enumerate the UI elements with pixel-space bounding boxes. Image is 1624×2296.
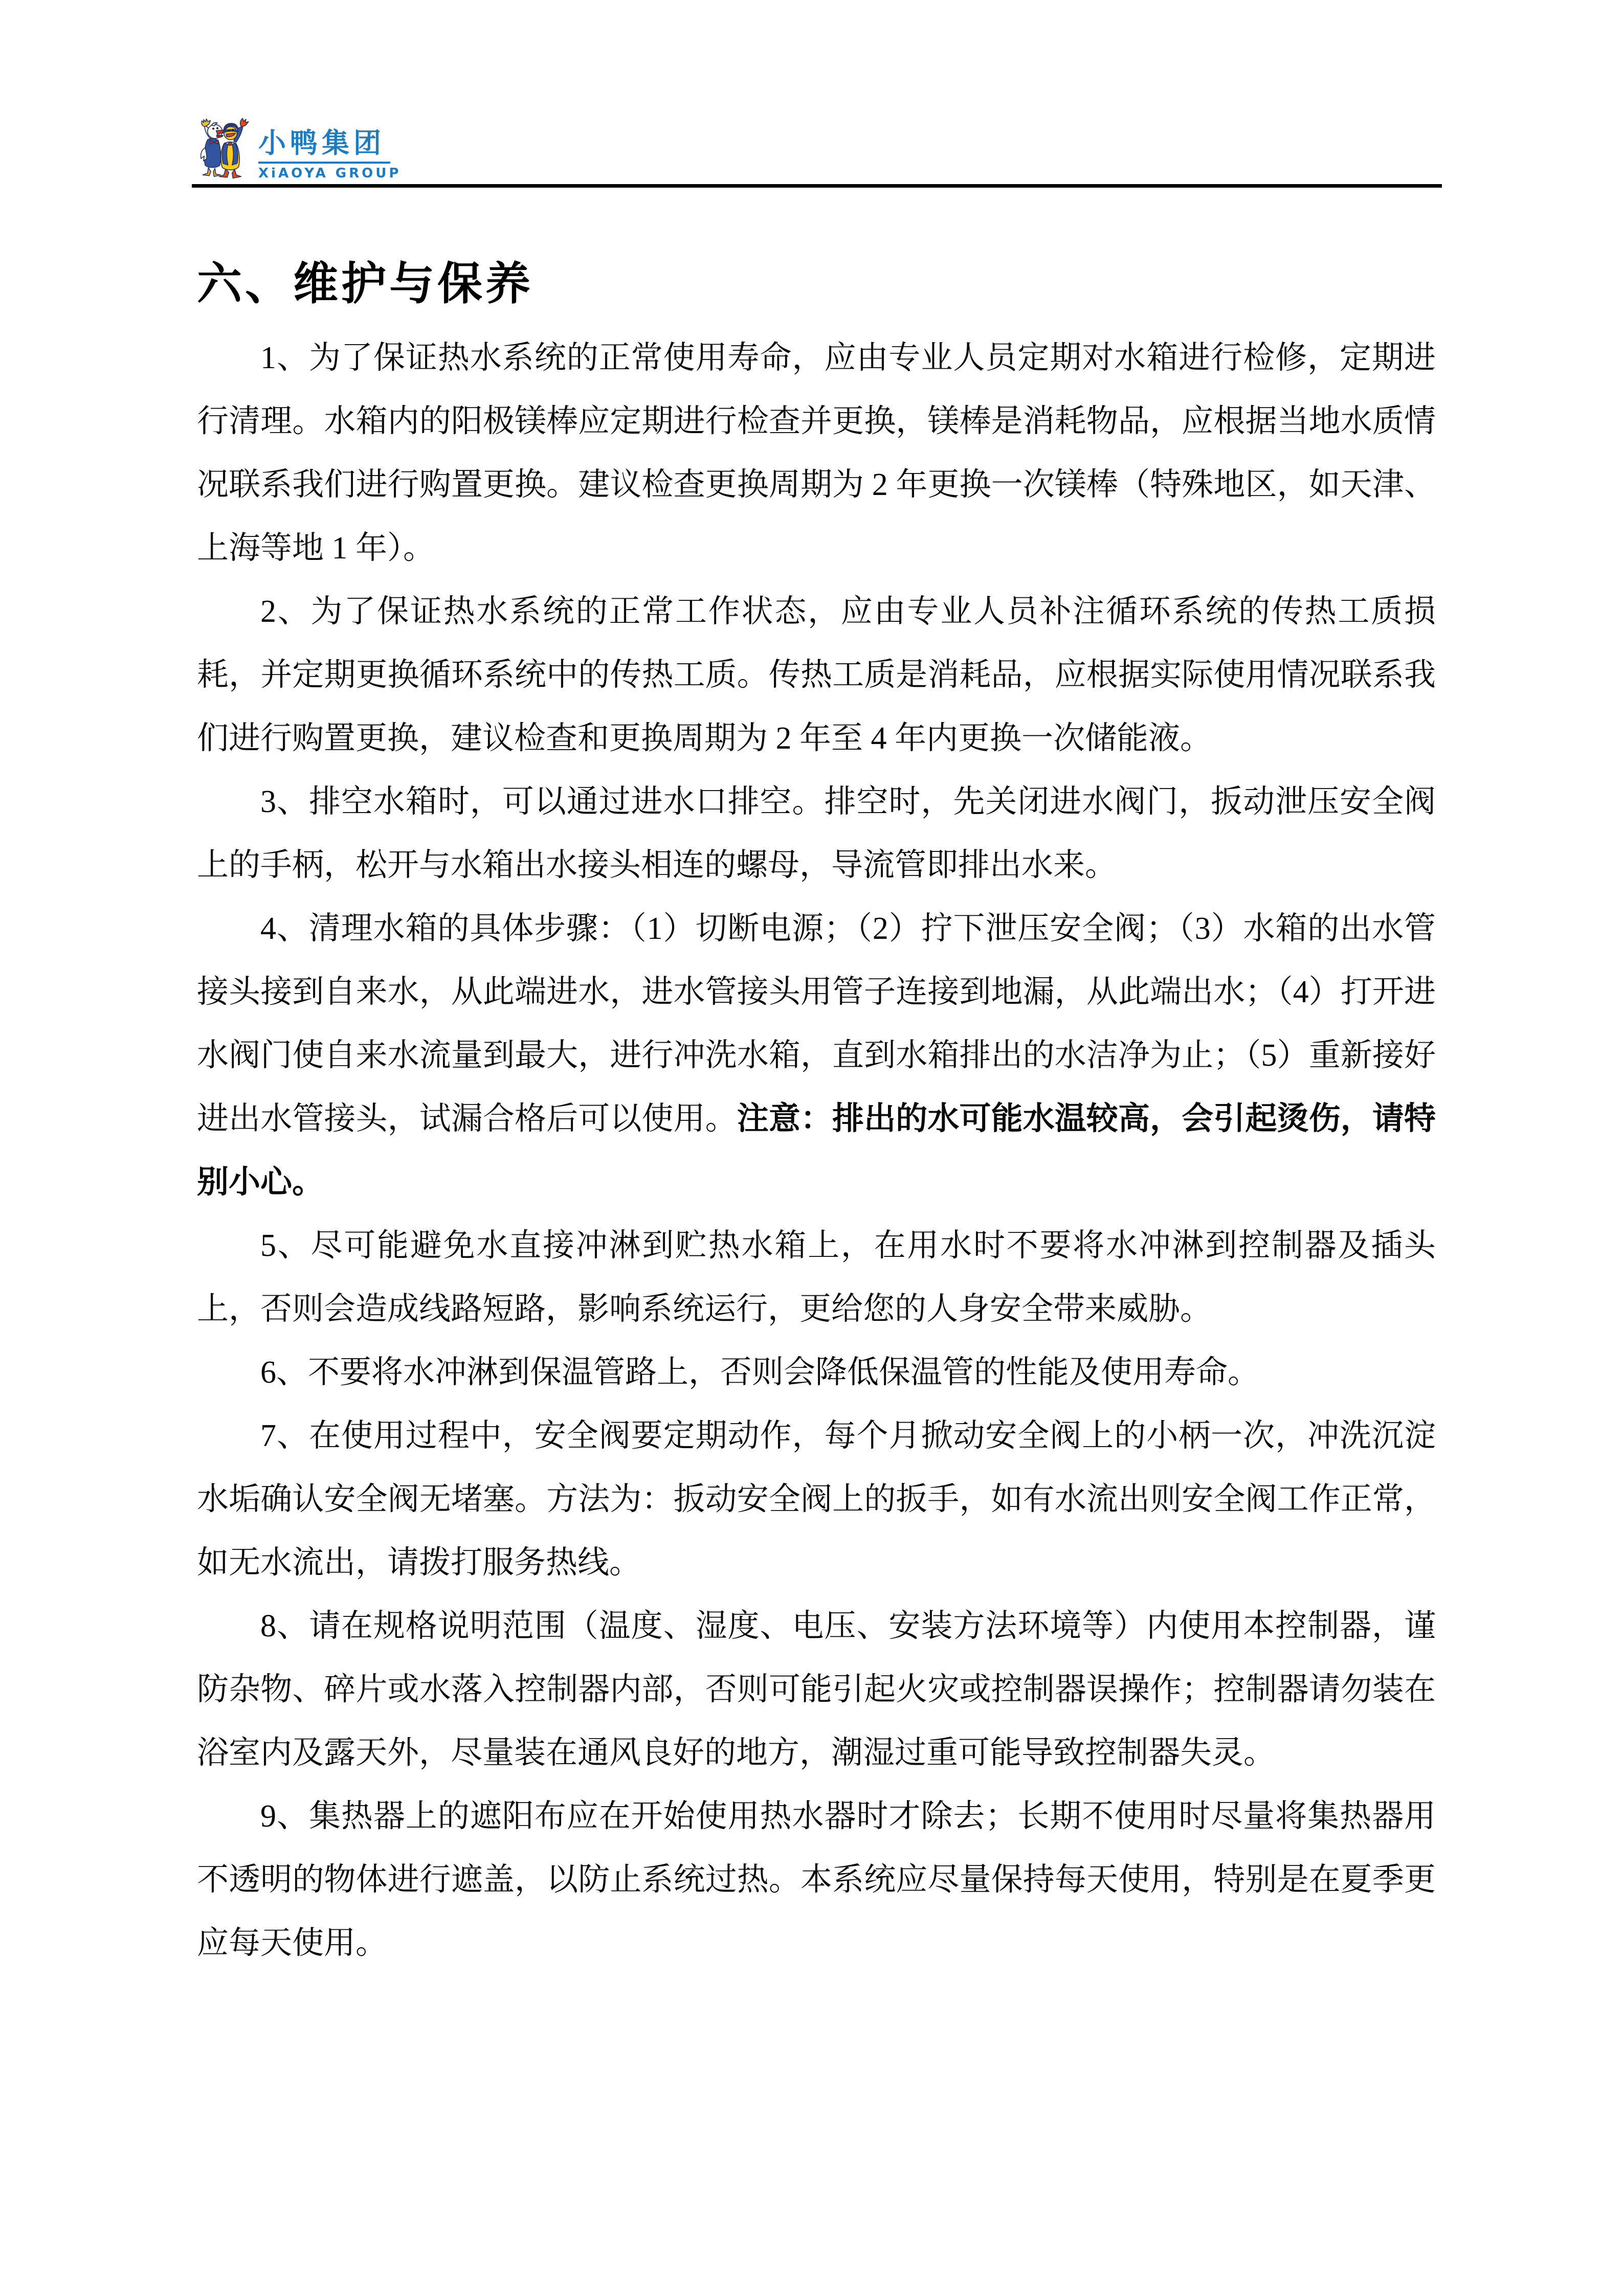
paragraph-2 [197, 580, 1436, 770]
header-rule [192, 184, 1442, 188]
paragraph-6 [197, 1341, 1436, 1404]
paragraph-text: 9、集热器上的遮阳布应在开始使用热水器时才除去；长期不使用时尽量将集热器用不透明的物体进行遮盖，以防止系统过热。本系统应尽量保持每天使用，特别是在夏季更应每天使用。 [197, 1798, 1436, 1961]
paragraph-9 [197, 1785, 1436, 1975]
paragraph-text: 6、不要将水冲淋到保温管路上，否则会降低保温管的性能及使用寿命。 [260, 1355, 1260, 1390]
section-title: 六、维护与保养 [197, 257, 534, 310]
page-header [197, 114, 1436, 188]
document-content [197, 259, 1436, 1975]
logo-cn-text: 小鸭集团 [258, 127, 385, 160]
paragraph-text: 3、排空水箱时，可以通过进水口排空。排空时，先关闭进水阀门，扳动泄压安全阀上的手柄，松开与水箱出水接头相连的螺母，导流管即排出水来。 [197, 784, 1436, 883]
paragraph-1 [197, 326, 1436, 580]
logo-text-block [258, 129, 401, 181]
paragraph-8 [197, 1594, 1436, 1785]
paragraph-4 [197, 897, 1436, 1214]
paragraph-text: 8、请在规格说明范围（温度、湿度、电压、安装方法环境等）内使用本控制器，谨防杂物、碎片或水落入控制器内部，否则可能引起火灾或控制器误操作；控制器请勿装在浴室内及露天外，尽量装在通风良好的地方，潮湿过重可能导致控制器失灵。 [197, 1608, 1436, 1770]
logo-divider [258, 162, 390, 164]
paragraph-bold-note: 注意：排出的水可能水温较高，会引起烫伤，请特别小心。 [197, 1101, 1436, 1200]
paragraph-text: 5、尽可能避免水直接冲淋到贮热水箱上，在用水时不要将水冲淋到控制器及插头上，否则会造成线路短路，影响系统运行，更给您的人身安全带来威胁。 [197, 1228, 1436, 1326]
paragraph-text: 4、清理水箱的具体步骤：（1）切断电源；（2）拧下泄压安全阀；（3）水箱的出水管接头接到自来水，从此端进水，进水管接头用管子连接到地漏，从此端出水；（4）打开进水阀门使自来水流量到最大，进行冲洗水箱，直到水箱排出的水洁净为止；（5）重新接好进出水管接头，试漏合格后可以使用。 [197, 911, 1436, 1136]
xiaoya-ducks-mascot-icon [197, 116, 250, 181]
xiaoya-logo [197, 114, 1436, 181]
paragraph-text: 2、为了保证热水系统的正常工作状态，应由专业人员补注循环系统的传热工质损耗，并定期更换循环系统中的传热工质。传热工质是消耗品，应根据实际使用情况联系我们进行购置更换，建议检查和更换周期为 2 年至 4 年内更换一次储能液。 [197, 594, 1436, 756]
paragraph-7 [197, 1404, 1436, 1594]
paragraph-3 [197, 770, 1436, 897]
paragraph-text: 1、为了保证热水系统的正常使用寿命，应由专业人员定期对水箱进行检修，定期进行清理。水箱内的阳极镁棒应定期进行检查并更换，镁棒是消耗物品，应根据当地水质情况联系我们进行购置更换。建议检查更换周期为 2 年更换一次镁棒（特殊地区，如天津、上海等地 1 年）。 [197, 340, 1436, 566]
logo-en-text: XiAOYA GROUP [258, 166, 402, 181]
section-body [197, 326, 1436, 1975]
paragraph-5 [197, 1214, 1436, 1341]
paragraph-text: 7、在使用过程中，安全阀要定期动作，每个月掀动安全阀上的小柄一次，冲洗沉淀水垢确认安全阀无堵塞。方法为：扳动安全阀上的扳手，如有水流出则安全阀工作正常，如无水流出，请拨打服务热线。 [197, 1418, 1436, 1580]
